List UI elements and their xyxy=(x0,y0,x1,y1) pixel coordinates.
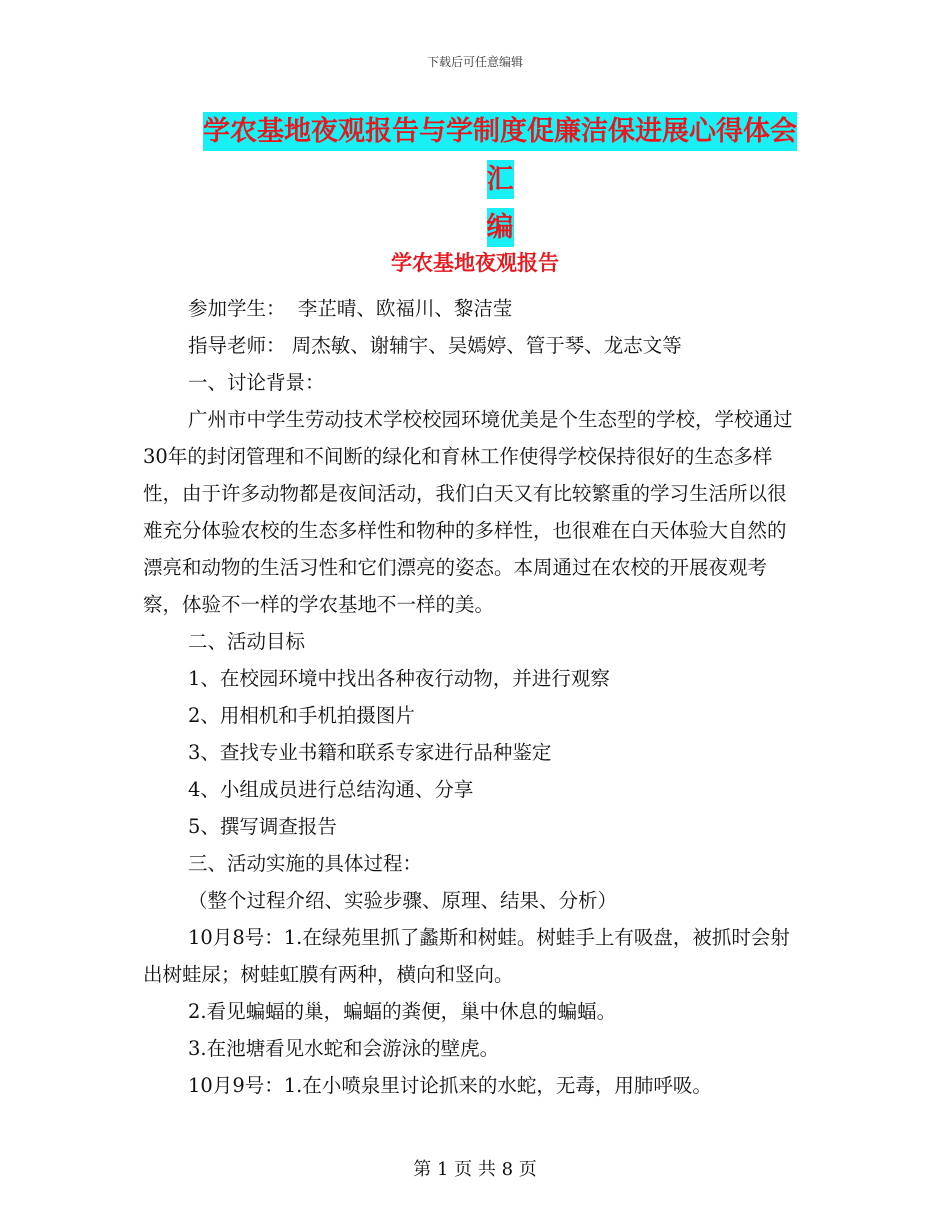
document-title-line-1: 学农基地夜观报告与学制度促廉洁保进展心得体会汇 xyxy=(203,112,797,199)
goal-item: 4、小组成员进行总结沟通、分享 xyxy=(188,778,474,801)
paragraph-oct-8: 10月8号：1.在绿苑里抓了蠡斯和树蛙。树蛙手上有吸盘，被抓时会射出树蛙尿；树蛙虹膜有两种，横向和竖向。 xyxy=(143,926,790,986)
paragraph-oct-9: 10月9号：1.在小喷泉里讨论抓来的水蛇，无毒，用肺呼吸。 xyxy=(188,1074,712,1097)
report-title: 学农基地夜观报告 xyxy=(391,251,559,275)
document-title xyxy=(190,108,810,252)
paragraph-advisors: 指导老师： 周杰敏、谢辅宇、吴嫣婷、管于琴、龙志文等 xyxy=(188,334,682,357)
goal-item: 1、在校园环境中找出各种夜行动物，并进行观察 xyxy=(188,667,610,690)
paragraph-process-note: （整个过程介绍、实验步骤、原理、结果、分析） xyxy=(188,889,618,912)
heading-process: 三、活动实施的具体过程： xyxy=(188,852,423,875)
goal-item: 3、查找专业书籍和联系专家进行品种鉴定 xyxy=(188,741,552,764)
paragraph-background: 广州市中学生劳动技术学校校园环境优美是个生态型的学校，学校通过30年的封闭管理和不间断的绿化和育林工作使得学校保持很好的生态多样性，由于许多动物都是夜间活动，我们白天又有比较繁重的学习生活所以很难充分体验农校的生态多样性和物种的多样性，也很难在白天体验大自然的漂亮和动物的生活习性和它们漂亮的姿态。本周通过在农校的开展夜观考察，体验不一样的学农基地不一样的美。 xyxy=(143,408,793,616)
paragraph-oct-8-item-3: 3.在池塘看见水蛇和会游泳的壁虎。 xyxy=(188,1037,500,1060)
page-number: 第 1 页 共 8 页 xyxy=(413,1159,537,1180)
goal-item: 5、撰写调查报告 xyxy=(188,815,337,838)
report-body xyxy=(143,290,803,1104)
heading-background: 一、讨论背景： xyxy=(188,371,325,394)
page-header-note: 下载后可任意编辑 xyxy=(426,55,523,69)
paragraph-participants: 参加学生： 李芷晴、欧福川、黎洁莹 xyxy=(188,297,513,320)
goal-item: 2、用相机和手机拍摄图片 xyxy=(188,704,415,727)
document-title-line-2: 编 xyxy=(487,208,514,247)
paragraph-oct-8-item-2: 2.看见蝙蝠的巢，蝙蝠的粪便，巢中休息的蝙蝠。 xyxy=(188,1000,617,1023)
heading-goals: 二、活动目标 xyxy=(188,630,306,653)
